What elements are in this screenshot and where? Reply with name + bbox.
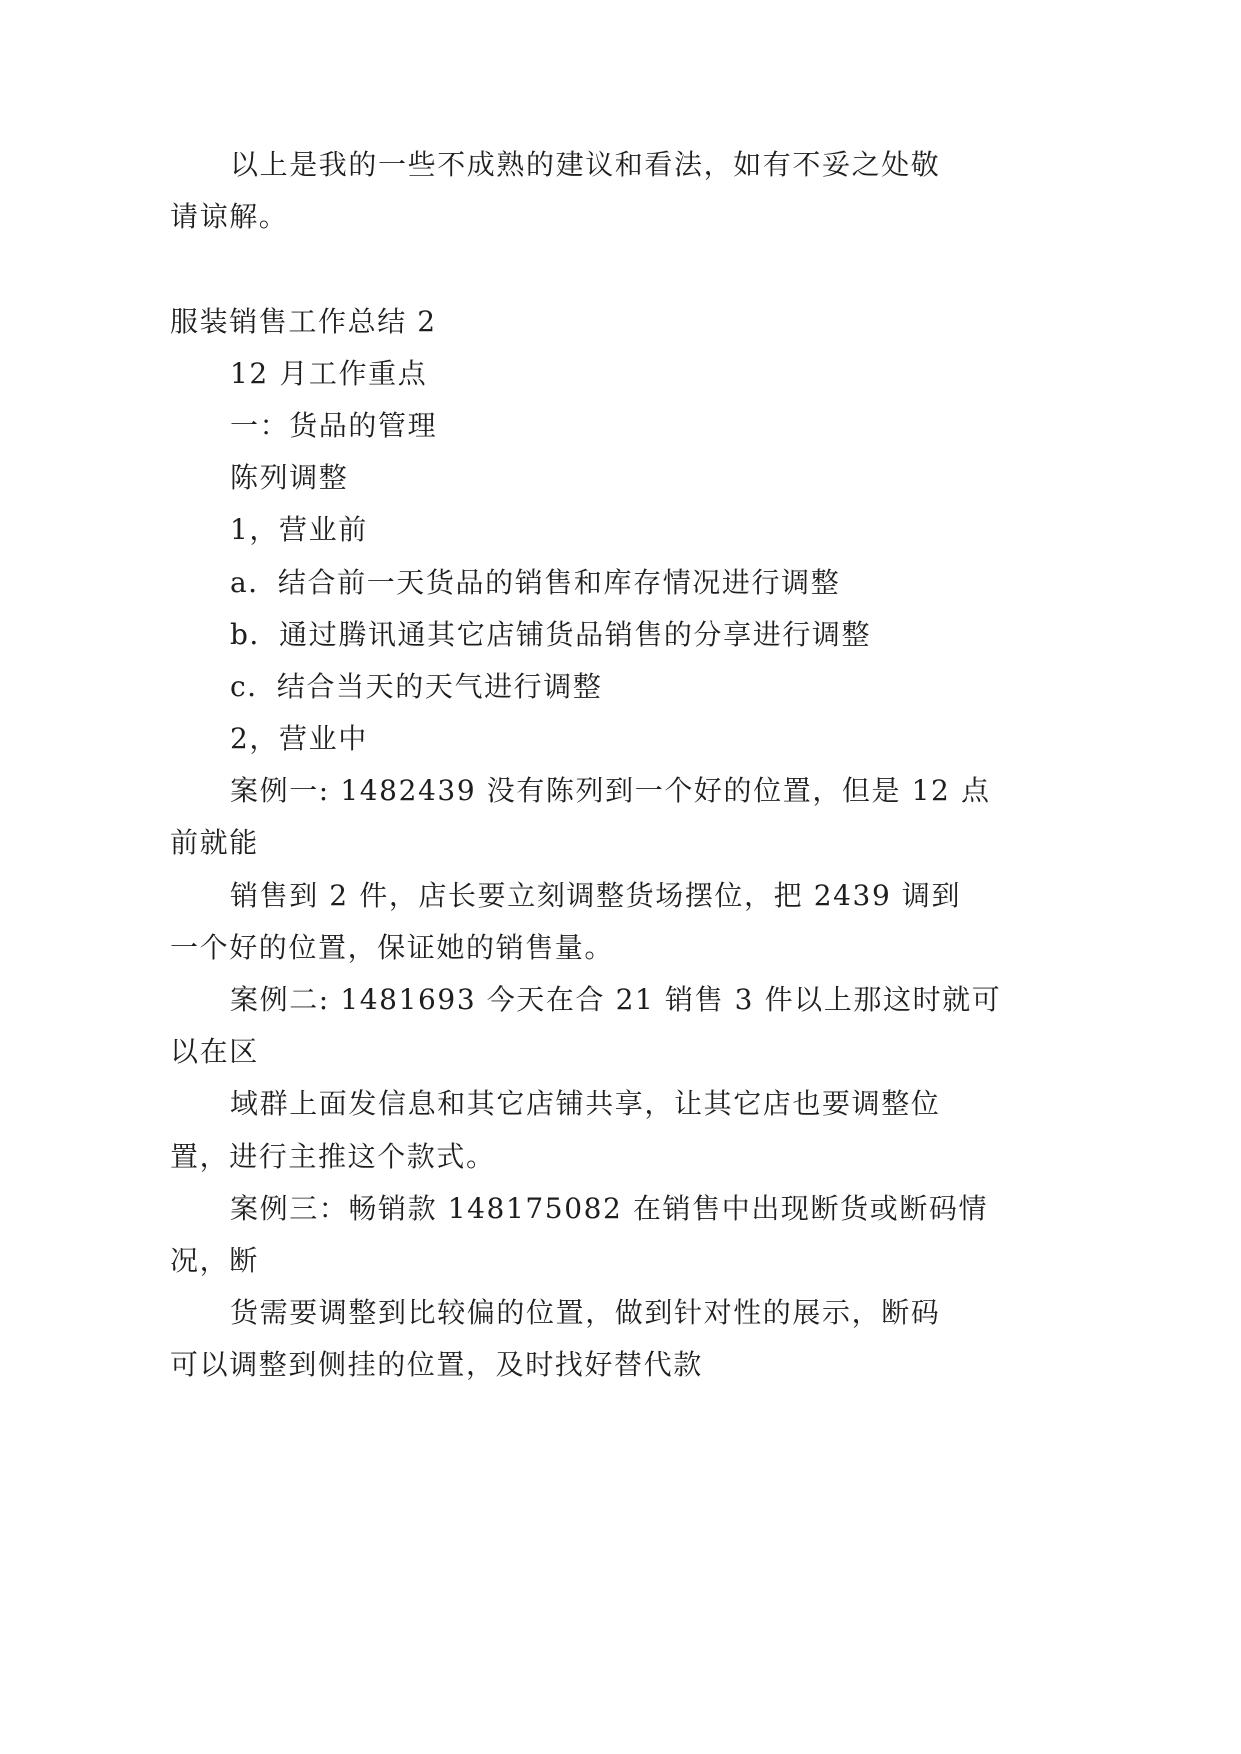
text-line: a．结合前一天货品的销售和库存情况进行调整 xyxy=(230,565,841,599)
text-line: 况，断 xyxy=(170,1243,259,1277)
text-line: 可以调整到侧挂的位置，及时找好替代款 xyxy=(170,1348,703,1382)
text-line: 一：货品的管理 xyxy=(230,408,438,442)
text-line: 2，营业中 xyxy=(230,722,368,756)
heading-text: 服装销售工作总结 2 xyxy=(170,304,437,338)
blank-line xyxy=(170,243,1170,295)
list-item xyxy=(170,557,1170,609)
text-line: c．结合当天的天气进行调整 xyxy=(230,669,603,703)
text-line: 请谅解。 xyxy=(170,200,289,234)
text-line: 1，营业前 xyxy=(230,513,368,547)
text-line: 以上是我的一些不成熟的建议和看法，如有不妥之处敬 xyxy=(230,148,941,181)
paragraph xyxy=(170,348,1170,400)
text-line: 以在区 xyxy=(170,1035,259,1069)
text-line: 案例三：畅销款 148175082 在销售中出现断货或断码情 xyxy=(230,1191,989,1225)
case-paragraph xyxy=(170,1183,1170,1287)
list-item xyxy=(170,661,1170,713)
text-line: 12 月工作重点 xyxy=(230,356,428,390)
document-body xyxy=(170,139,1170,1392)
paragraph xyxy=(170,1287,1170,1391)
text-line: b．通过腾讯通其它店铺货品销售的分享进行调整 xyxy=(230,617,872,651)
paragraph xyxy=(170,713,1170,765)
text-line: 前就能 xyxy=(170,826,259,860)
text-line: 置，进行主推这个款式。 xyxy=(170,1139,496,1173)
section-heading xyxy=(170,296,1170,348)
paragraph xyxy=(170,452,1170,504)
text-line: 域群上面发信息和其它店铺共享，让其它店也要调整位 xyxy=(230,1087,941,1121)
text-line: 陈列调整 xyxy=(230,461,349,495)
text-line: 一个好的位置，保证她的销售量。 xyxy=(170,930,615,964)
text-line: 案例一: 1482439 没有陈列到一个好的位置，但是 12 点 xyxy=(230,774,991,808)
closing-paragraph xyxy=(170,139,1170,243)
paragraph xyxy=(170,504,1170,556)
text-line: 销售到 2 件，店长要立刻调整货场摆位，把 2439 调到 xyxy=(230,878,962,912)
paragraph xyxy=(170,1078,1170,1182)
text-line: 案例二: 1481693 今天在合 21 销售 3 件以上那这时就可 xyxy=(230,983,1002,1016)
paragraph xyxy=(170,870,1170,974)
text-line: 货需要调整到比较偏的位置，做到针对性的展示，断码 xyxy=(230,1296,941,1330)
list-item xyxy=(170,609,1170,661)
case-paragraph xyxy=(170,765,1170,869)
paragraph xyxy=(170,400,1170,452)
case-paragraph xyxy=(170,974,1170,1078)
